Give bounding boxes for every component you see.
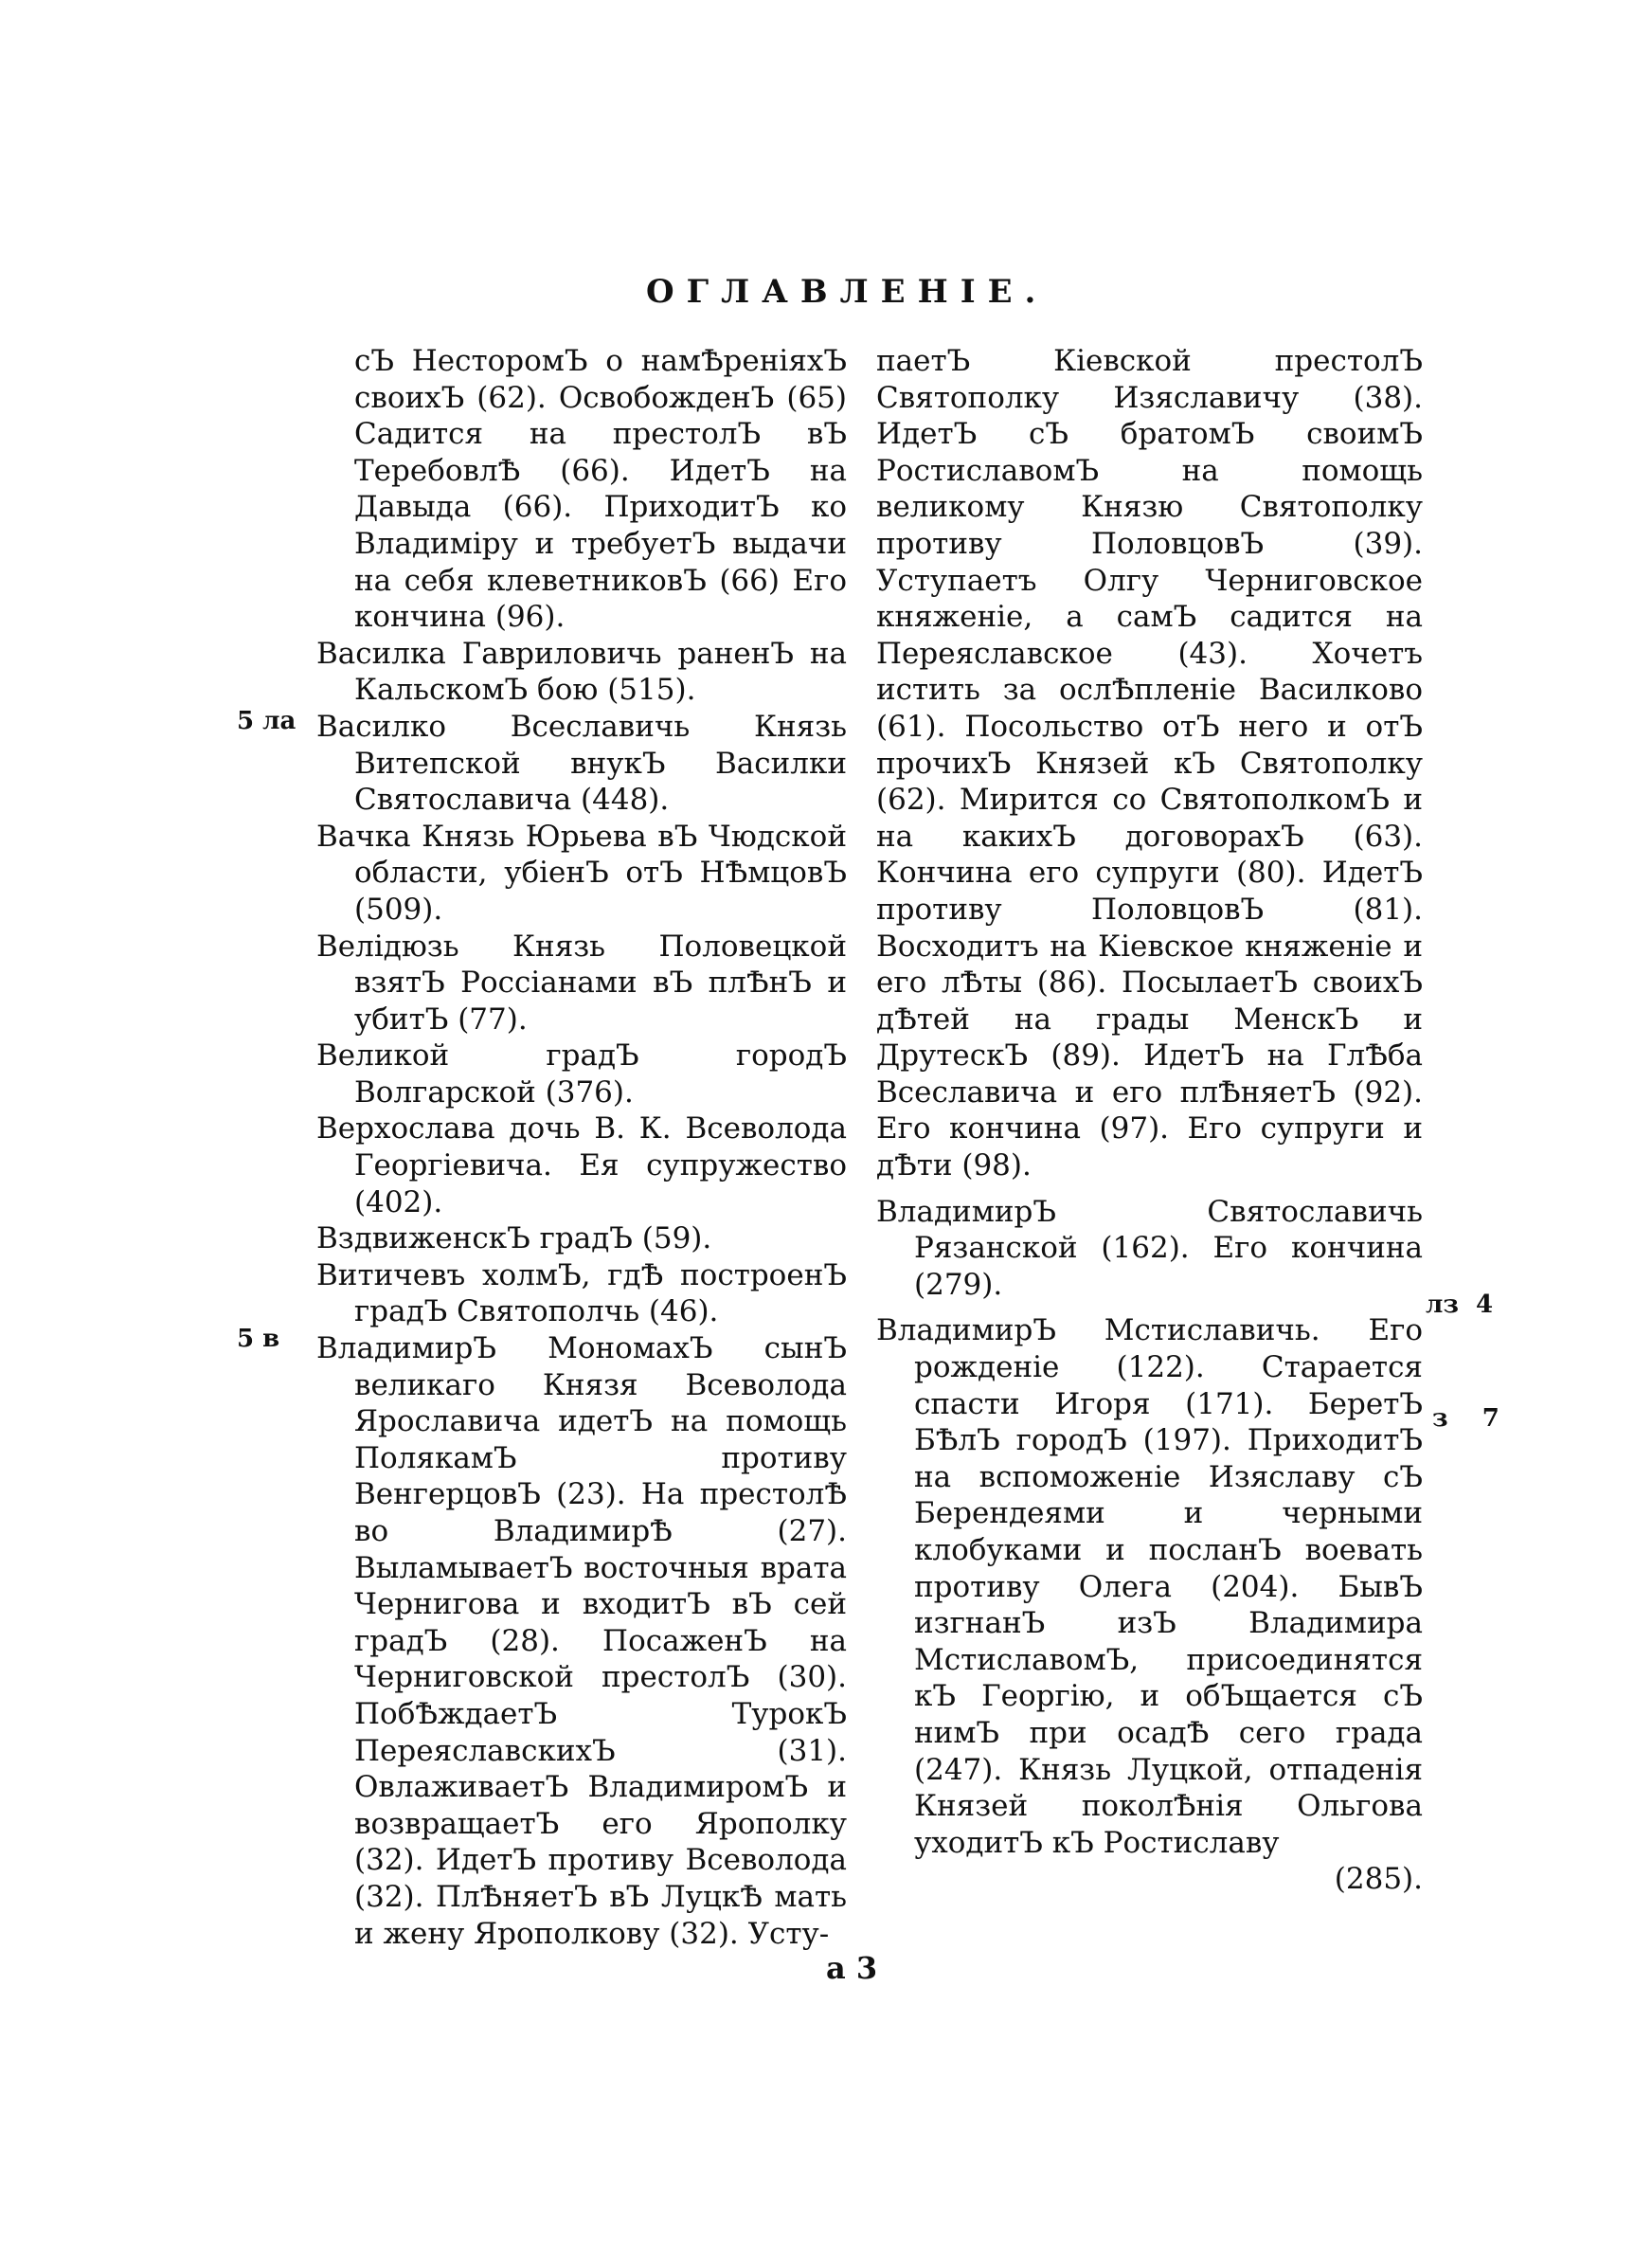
index-entry-tail: (285).	[1334, 1862, 1423, 1897]
index-entry: сЪ НесторомЪ о намѢреніяхЪ своихЪ (62). ОсвобожденЪ (65) Садится на престолЪ вЪ ТеребовлѢ (66). ИдетЪ на Давыда (66). ПриходитЪ ко Владиміру и требуетЪ выдачи на себя клеветниковЪ (66) Его кончина (96).	[354, 344, 847, 635]
index-entry: Вачка Князь Юрьева вЪ Чюдской области, убіенЪ отЪ НѢмцовЪ (509).	[316, 819, 847, 927]
index-entry: Василка Гавриловичь раненЪ на КальскомЪ бою (515).	[316, 636, 847, 708]
index-entry: Великой градЪ городЪ Волгарской (376).	[316, 1038, 847, 1110]
index-entry: Василко Всеславичь Князь Витепской внукЪ Василки Святославича (448).	[316, 709, 847, 818]
page-title: ОГЛАВЛЕНІЕ.	[646, 273, 1049, 311]
index-entry: ВладимирЪ Мстиславичь. Его рожденіе (122). Старается спасти Игоря (171). БеретЪ БѢлЪ городЪ (197). ПриходитЪ на вспоможеніе Изяславу сЪ Берендеями и черными клобуками и посланЪ воевать противу Олега (204). БывЪ изгнанЪ изЪ Владимира МстиславомЪ, присоединятся кЪ Георгію, и обЪщается сЪ нимЪ при осадѢ сего града (247). Князь Луцкой, отпаденія Князей поколѢнія Ольгова уходитЪ кЪ Ростиславу	[876, 1313, 1423, 1860]
margin-note: лз 4	[1426, 1291, 1494, 1319]
margin-note: 5 ла	[237, 707, 296, 735]
index-entry: ВладимирЪ Святославичь Рязанской (162). Его кончина (279).	[876, 1194, 1423, 1302]
signature-mark: а 3	[826, 1950, 878, 1986]
index-entry: Верхослава дочь В. К. Всеволода Георгіевича. Ея супружество (402).	[316, 1111, 847, 1219]
index-entry: Витичевъ холмЪ, гдѢ построенЪ градЪ Святополчь (46).	[316, 1257, 847, 1329]
margin-note: 5 в	[237, 1325, 280, 1353]
margin-note: з 7	[1432, 1404, 1499, 1433]
right-column	[876, 343, 1423, 1898]
index-entry: паетЪ Кіевской престолЪ Святополку Изяславичу (38). ИдетЪ сЪ братомЪ своимЪ РостиславомЪ на помощь великому Князю Святополку противу ПоловцовЪ (39). Уступаетъ Олгу Черниговское княженіе, а самЪ садится на Переяславское (43). Хочетъ истить за ослѢпленіе Василково (61). Посольство отЪ него и отЪ прочихЪ Князей кЪ Святополку (62). Мирится со СвятополкомЪ и на какихЪ договорахЪ (63). Кончина его супруги (80). ИдетЪ противу ПоловцовЪ (81). Восходитъ на Кіевское княженіе и его лѢты (86). ПосылаетЪ своихЪ дѢтей на грады МенскЪ и ДрутескЪ (89). ИдетЪ на ГлѢба Всеславича и его плѢняетЪ (92). Его кончина (97). Его супруги и дѢти (98).	[876, 344, 1423, 1183]
index-entry: ВладимирЪ МономахЪ сынЪ великаго Князя Всеволода Ярославича идетЪ на помощь ПолякамЪ противу ВенгерцовЪ (23). На престолѢ во ВладимирѢ (27). ВыламываетЪ восточныя врата Чернигова и входитЪ вЪ сей градЪ (28). ПосаженЪ на Черниговской престолЪ (30). ПобѢждаетЪ ТурокЪ ПереяславскихЪ (31). ОвлаживаетЪ ВладимиромЪ и возвращаетЪ его Ярополку (32). ИдетЪ противу Всеволода (32). ПлѢняетЪ вЪ ЛуцкѢ мать и жену Ярополкову (32). Усту-	[316, 1331, 847, 1951]
left-column	[316, 343, 847, 1952]
index-entry: Велідюзь Князь Половецкой взятЪ Россіанами вЪ плѢнЪ и убитЪ (77).	[316, 929, 847, 1037]
index-entry: ВздвиженскЪ градЪ (59).	[316, 1221, 712, 1256]
